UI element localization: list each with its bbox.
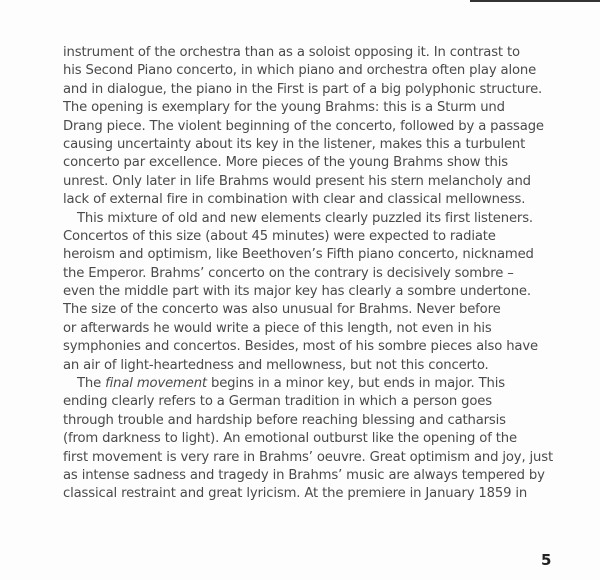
text-line: [63, 375, 593, 393]
text-line: This mixture of old and new elements clearly puzzled its first listeners.: [77, 210, 533, 226]
text-line: instrument of the orchestra than as a soloist opposing it. In contrast to: [63, 45, 520, 60]
text-line: the Emperor. Brahms’ concerto on the contrary is decisively sombre –: [63, 265, 514, 281]
page-number: 5: [541, 551, 552, 569]
text-line: his Second Piano concerto, in which piano and orchestra often play alone: [63, 63, 537, 79]
text-line: as intense sadness and tragedy in Brahms’ music are always tempered by: [63, 467, 545, 483]
text-line: lack of external fire in combination with clear and classical mellowness.: [63, 192, 526, 208]
text-line: Concertos of this size (about 45 minutes) were expected to radiate: [63, 228, 496, 244]
text-line: causing uncertainty about its key in the listener, makes this a turbulent: [63, 136, 526, 152]
text-segment: The: [77, 376, 106, 392]
italic-term: final movement: [105, 376, 207, 392]
text-line: first movement is very rare in Brahms’ oeuvre. Great optimism and joy, just: [63, 449, 554, 465]
text-line: The opening is exemplary for the young Brahms: this is a Sturm und: [63, 100, 505, 116]
text-line: even the middle part with its major key has clearly a sombre undertone.: [63, 284, 531, 300]
text-line: an air of light-heartedness and mellowness, but not this concerto.: [63, 357, 489, 373]
paragraph-3: [63, 375, 593, 504]
text-line: symphonies and concertos. Besides, most of his sombre pieces also have: [63, 339, 538, 355]
text-line: and in dialogue, the piano in the First is part of a big polyphonic structure.: [63, 81, 543, 97]
text-line: The size of the concerto was also unusual for Brahms. Never before: [63, 302, 501, 318]
text-line: Drang piece. The violent beginning of the concerto, followed by a passage: [63, 118, 544, 134]
text-line: ending clearly refers to a German tradition in which a person goes: [63, 394, 492, 410]
text-line: classical restraint and great lyricism. At the premiere in January 1859 in: [63, 486, 528, 502]
body-text: [63, 44, 593, 504]
text-line: through trouble and hardship before reaching blessing and catharsis: [63, 412, 506, 428]
text-line: heroism and optimism, like Beethoven’s Fifth piano concerto, nicknamed: [63, 247, 534, 263]
paragraph-1: [63, 44, 593, 210]
text-line: concerto par excellence. More pieces of the young Brahms show this: [63, 155, 508, 171]
paragraph-2: [63, 210, 593, 376]
text-line: unrest. Only later in life Brahms would present his stern melancholy and: [63, 173, 531, 189]
scan-edge: [470, 0, 600, 2]
text-line: or afterwards he would write a piece of this length, not even in his: [63, 320, 492, 336]
text-segment: begins in a minor key, but ends in major. This: [206, 376, 505, 392]
text-line: (from darkness to light). An emotional outburst like the opening of the: [63, 431, 517, 447]
